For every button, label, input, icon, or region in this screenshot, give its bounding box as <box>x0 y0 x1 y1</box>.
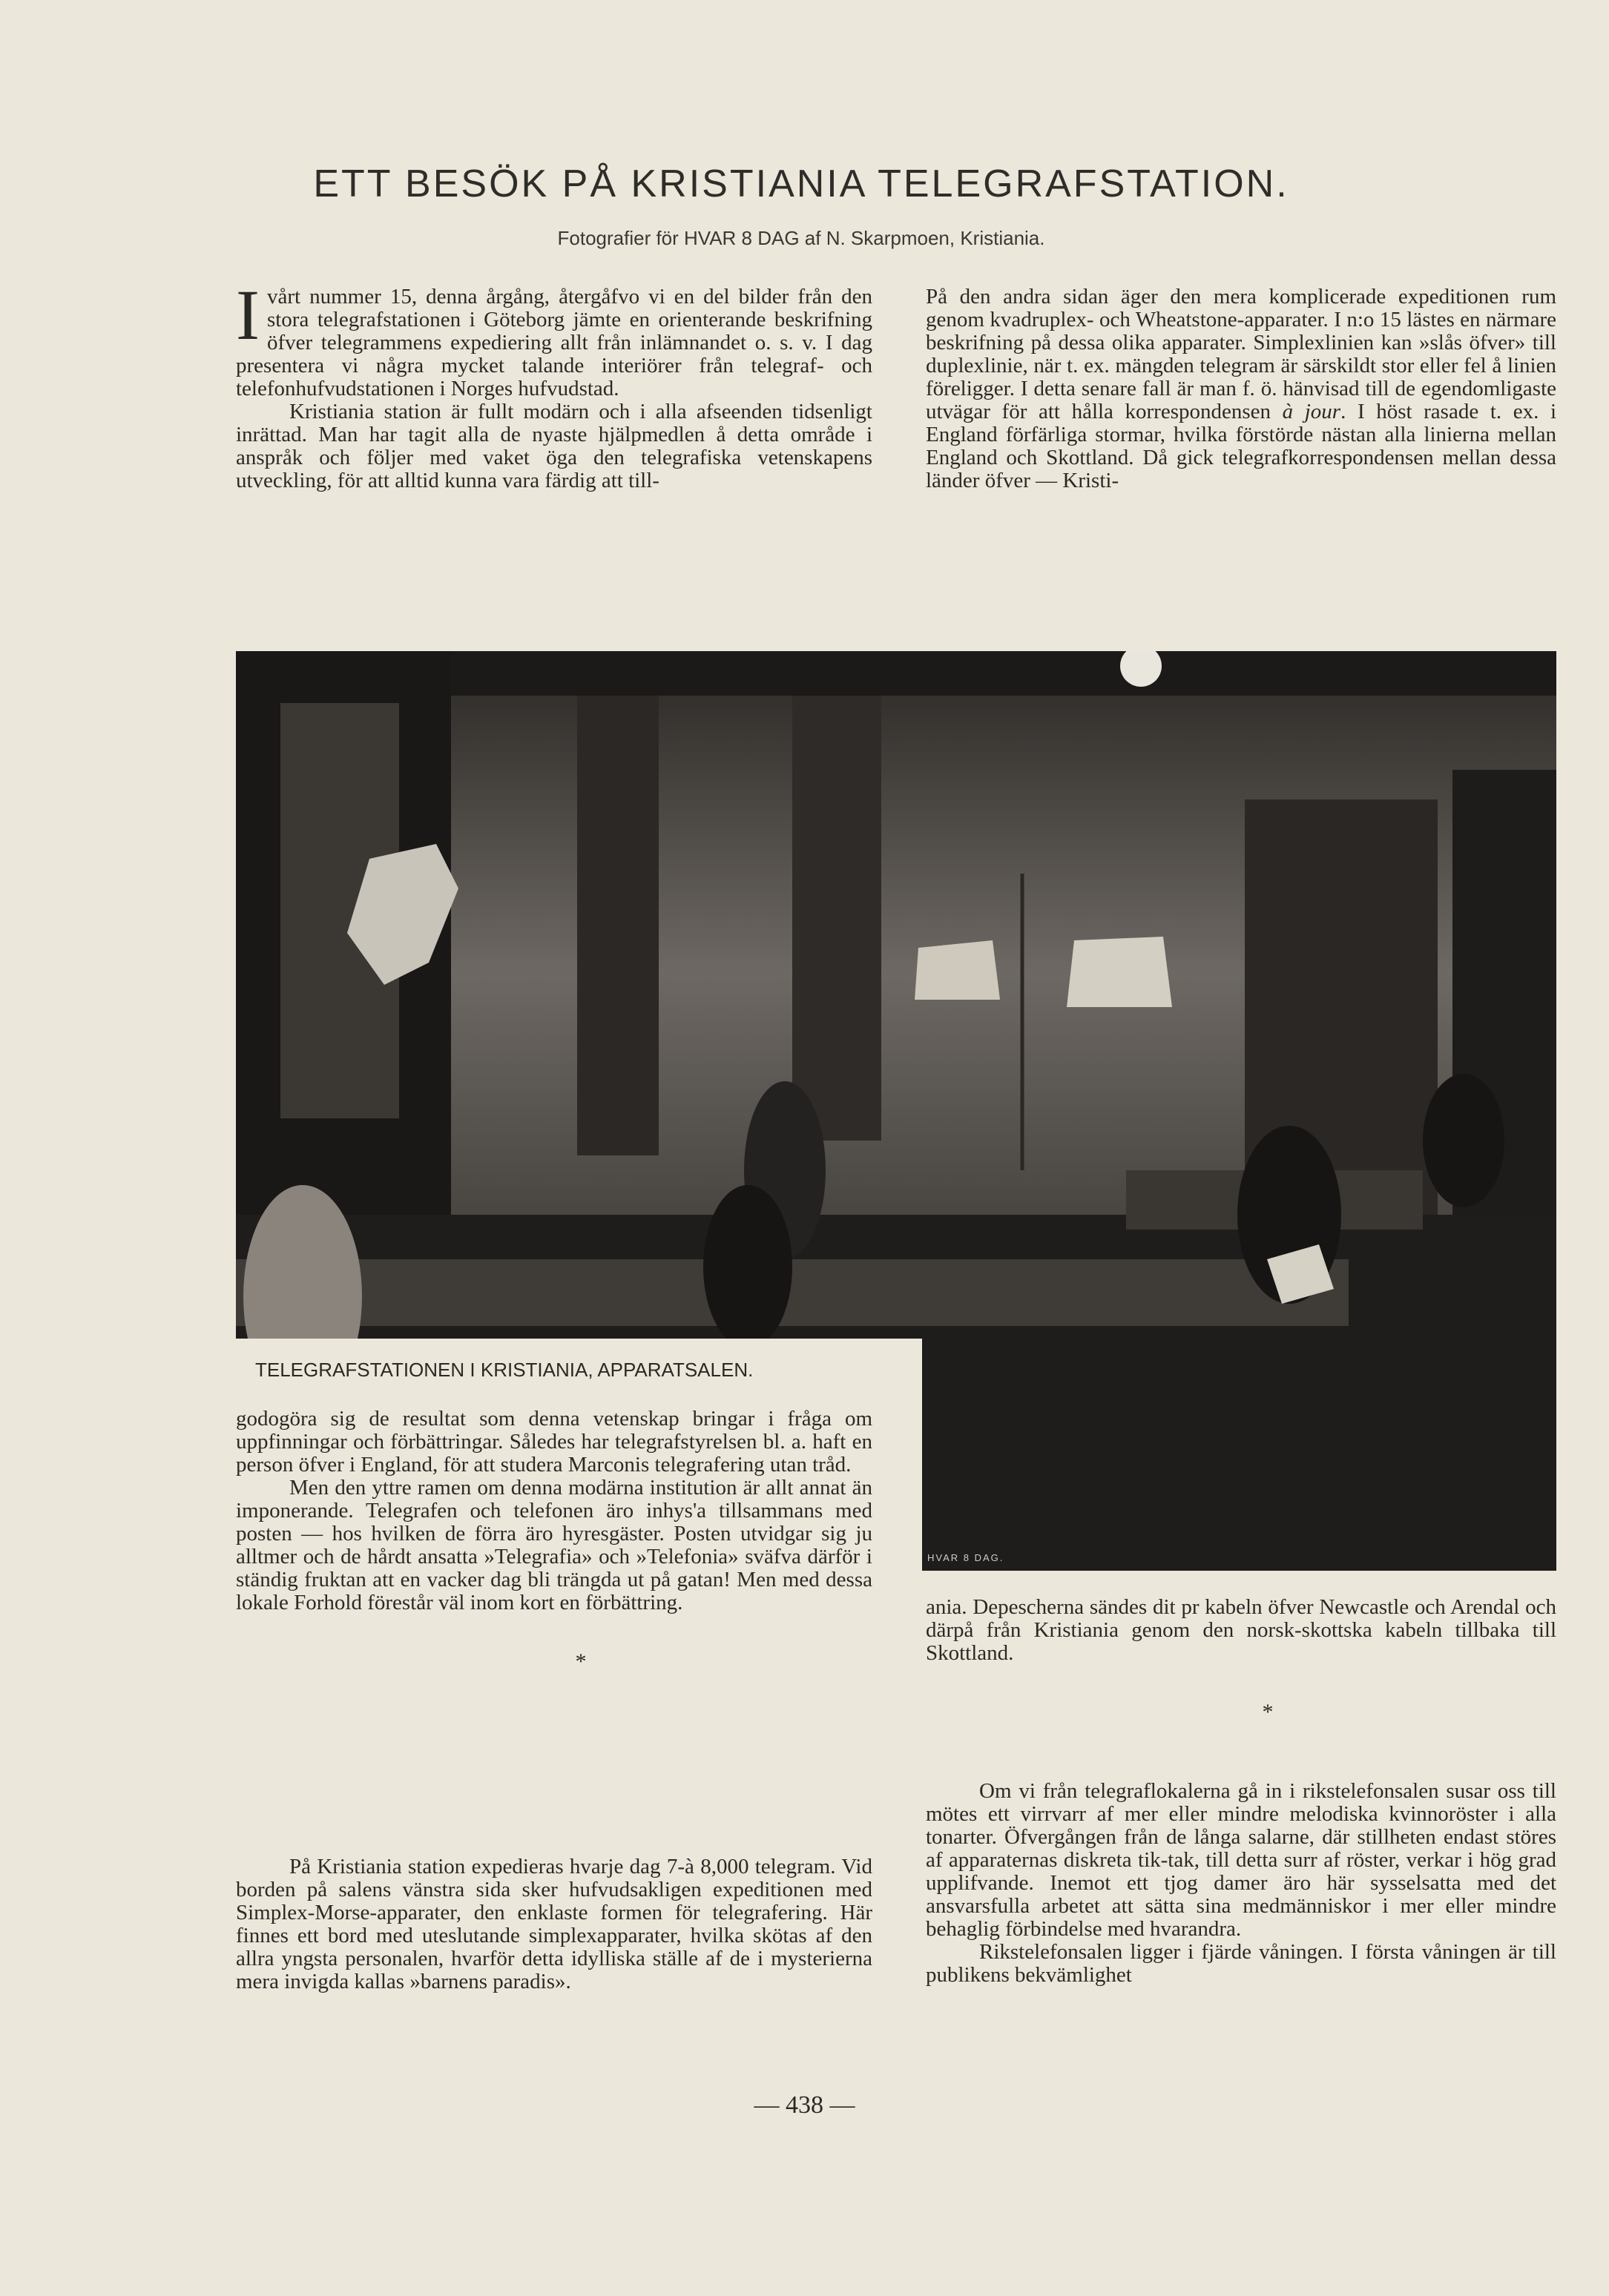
paragraph-station: Kristiania station är fullt modärn och i alla afseenden tidsenligt inrättad. Man har tagit alla de nyaste hjälpmedlen å detta område i anspråk och följer med vaket öga den telegrafiska vetenskapens utveckling, för att alltid kunna vara färdig att till- <box>236 400 872 492</box>
paragraph-frame: Men den yttre ramen om denna modärna institution är allt annat än imponerande. Telegrafen och telefonen äro inhys'a tillsammans med posten — hos hvilken de förra äro hyresgäster. Posten utvidgar sig ju alltmer och de hårdt ansatta »Telegrafia» och »Telefonia» sväfva därför i ständig fruktan att en vacker dag bli trängda ut på gatan! Men med dessa lokale Forhold förestår väl inom kort en förbättring. <box>236 1476 872 1614</box>
column-left-bottom <box>236 1855 872 1993</box>
paragraph-results: godogöra sig de resultat som denna vetenskap bringar i fråga om uppfinningar och förbättringar. Således har telegrafstyrelsen bl. a. haft en person öfver i England, för att studera Marconis telegrafering utan tråd. <box>236 1407 872 1477</box>
paragraph-text-b: . I höst rasade t. ex. i England förfärliga stormar, hvilka förstörde nästan alla linierna mellan England och Skottland. Då gick telegrafkorrespondensen mellan dessa länder öfver — Kristi- <box>926 400 1557 492</box>
page-number: — 438 — <box>754 2091 855 2119</box>
intro-paragraph <box>236 275 872 400</box>
column-right-middle <box>926 1596 1556 1723</box>
drop-cap: I <box>236 275 260 354</box>
photo-credit-subtitle: Fotografier för HVAR 8 DAG af N. Skarpmoen, Kristiania. <box>557 227 1045 249</box>
paragraph-text-a: På den andra sidan äger den mera komplicerade expeditionen rum genom kvadruplex- och Wheatstone-apparater. I n:o 15 lästes en närmare beskrifning på dessa olika apparater. Simplexlinien kan »slås öfver» till duplexlinie, när t. ex. mängden telegram är särskildt stor eller fel å linien föreligger. I detta senare fall är man f. ö. hänvisad till de egendomligaste utvägar för att hålla korrespondensen <box>926 285 1556 423</box>
italic-a-jour: à jour <box>1282 400 1341 423</box>
column-right-bottom <box>926 1780 1556 1987</box>
paragraph-cable: ania. Depescherna sändes dit pr kabeln öfver Newcastle och Arendal och därpå från Kristiania genom den norsk-skottska kabeln tillbaka till Skottland. <box>926 1595 1556 1665</box>
paragraph-telephone-hall: Om vi från telegraflokalerna gå in i rikstelefonsalen susar oss till mötes ett virrvarr af mer eller mindre melodiska kvinnoröster i alla tonarter. Öfvergången från de långa salarne, där stillheten endast störes af apparaternas diskreta tik-tak, till detta surr af röster, verkar i hög grad upplifvande. Inemot ett tjog damer äro här sysselsatta med det ansvarsfulla arbetet att sätta sina medmänniskor i mer eller mindre behaglig förbindelse med hvarandra. <box>926 1779 1556 1941</box>
intro-text: vårt nummer 15, denna årgång, återgåfvo vi en del bilder från den stora telegrafstationen i Göteborg jämte en orienterande beskrifning öfver telegrammens expediering allt från inlämnandet o. s. v. I dag presentera vi några mycket talande interiörer från telegraf- och telefonhufvudstationen i Norges hufvudstad. <box>236 285 872 400</box>
photo-watermark: HVAR 8 DAG. <box>927 1552 1004 1563</box>
article-title: ETT BESÖK PÅ KRISTIANIA TELEGRAFSTATION. <box>313 162 1289 205</box>
photo-caption: TELEGRAFSTATIONEN I KRISTIANIA, APPARATSALEN. <box>255 1359 754 1381</box>
paragraph-daily-telegrams: På Kristiania station expedieras hvarje dag 7-à 8,000 telegram. Vid borden på salens vänstra sida sker hufvudsakligen expeditionen med Simplex-Morse-apparater, den enklaste formen för telegrafering. Här finnes ett bord med uteslutande simplexapparater, hvilka skötas af den allra yngsta personalen, hvarför detta idylliska ställe af de i mysterierna mera invigda kallas »barnens paradis». <box>236 1855 872 1993</box>
column-left-middle <box>236 1408 872 1673</box>
column-right-top <box>926 286 1556 618</box>
paragraph-floors: Rikstelefonsalen ligger i fjärde våningen. I första våningen är till publikens bekvämlighet <box>926 1940 1556 1987</box>
section-separator: * <box>575 1649 587 1674</box>
paragraph-complex-expedition <box>926 286 1556 492</box>
section-separator-right: * <box>1262 1700 1274 1724</box>
column-left-top <box>236 275 872 618</box>
